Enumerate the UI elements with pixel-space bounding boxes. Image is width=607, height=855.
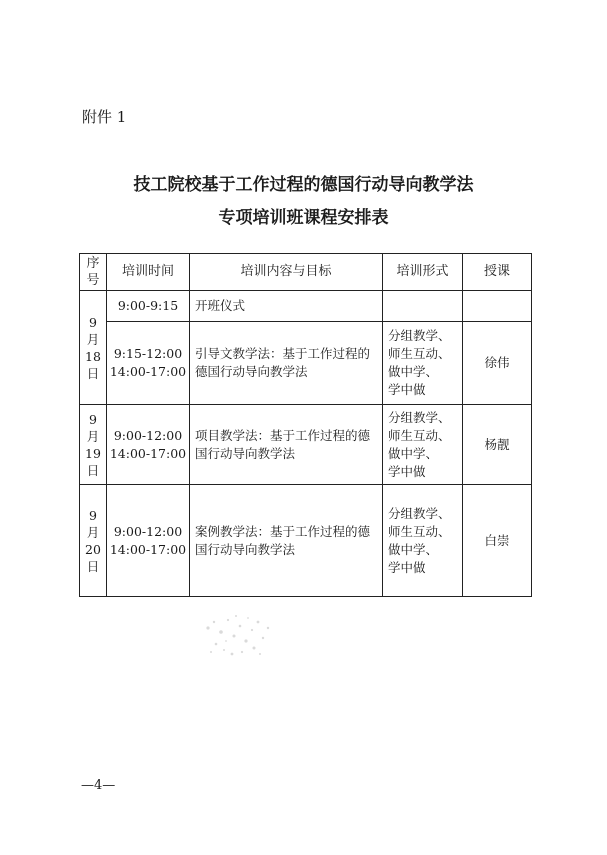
- teacher-cell: 徐伟: [463, 322, 532, 405]
- table-row: [80, 405, 532, 485]
- date-cell: [80, 291, 107, 405]
- schedule-table: [79, 253, 532, 597]
- time-range: 9:00-12:00: [113, 427, 183, 443]
- form-line: 师生互动、: [388, 427, 451, 443]
- time-cell: [107, 291, 190, 322]
- form-cell: [383, 405, 463, 485]
- page-number: —4—: [81, 778, 116, 793]
- date-char: 月: [86, 524, 100, 540]
- form-line: 分组教学、: [388, 505, 451, 521]
- date-char: 月: [86, 331, 100, 347]
- form-line: 做中学、: [388, 445, 439, 461]
- content-cell: 开班仪式: [190, 291, 383, 322]
- content-cell: 案例教学法：基于工作过程的德国行动导向教学法: [190, 485, 383, 597]
- form-line: 学中做: [388, 559, 426, 575]
- form-line: 师生互动、: [388, 523, 451, 539]
- form-line: 做中学、: [388, 364, 439, 379]
- date-char: 9: [89, 314, 97, 330]
- time-cell: [107, 485, 190, 597]
- form-line: 分组教学、: [388, 409, 451, 425]
- date-char: 日: [86, 462, 100, 478]
- form-line: 学中做: [388, 382, 426, 397]
- header-teacher: 授课: [463, 254, 532, 291]
- teacher-cell: 杨靓: [463, 405, 532, 485]
- time-range: 14:00-17:00: [109, 364, 187, 379]
- date-char: 19: [85, 445, 101, 461]
- date-cell: [80, 485, 107, 597]
- teacher-cell: [463, 291, 532, 322]
- attachment-label: 附件 1: [82, 108, 127, 126]
- form-cell: [383, 291, 463, 322]
- time-range: 9:00-12:00: [113, 523, 183, 539]
- time-cell: [107, 322, 190, 405]
- header-no-char: 序: [86, 256, 100, 271]
- header-content: 培训内容与目标: [190, 254, 383, 291]
- form-line: 分组教学、: [388, 328, 451, 343]
- teacher-cell: 白崇: [463, 485, 532, 597]
- time-range: 9:00-9:15: [117, 298, 179, 313]
- table-row: [80, 291, 532, 322]
- table-row: [80, 322, 532, 405]
- header-no-char: 号: [86, 273, 100, 288]
- header-form: 培训形式: [383, 254, 463, 291]
- faded-seal-icon: [196, 608, 286, 668]
- date-char: 20: [85, 541, 101, 557]
- content-cell: 项目教学法：基于工作过程的德国行动导向教学法: [190, 405, 383, 485]
- date-char: 月: [86, 428, 100, 444]
- date-cell: [80, 405, 107, 485]
- date-char: 日: [86, 365, 100, 381]
- form-line: 师生互动、: [388, 346, 451, 361]
- date-char: 18: [85, 348, 101, 364]
- time-range: 14:00-17:00: [109, 445, 187, 461]
- form-line: 做中学、: [388, 541, 439, 557]
- content-cell: 引导文教学法：基于工作过程的德国行动导向教学法: [190, 322, 383, 405]
- time-range: 14:00-17:00: [109, 541, 187, 557]
- form-cell: [383, 322, 463, 405]
- document-title-line-1: 技工院校基于工作过程的德国行动导向教学法: [133, 175, 474, 195]
- date-char: 9: [89, 411, 97, 427]
- header-time: 培训时间: [107, 254, 190, 291]
- document-title-line-2: 专项培训班课程安排表: [218, 208, 389, 228]
- date-char: 日: [86, 558, 100, 574]
- header-no: [80, 254, 107, 291]
- time-cell: [107, 405, 190, 485]
- header-row: [80, 254, 532, 291]
- date-char: 9: [89, 507, 97, 523]
- time-range: 9:15-12:00: [113, 346, 183, 361]
- form-cell: [383, 485, 463, 597]
- table-row: [80, 485, 532, 597]
- form-line: 学中做: [388, 463, 426, 479]
